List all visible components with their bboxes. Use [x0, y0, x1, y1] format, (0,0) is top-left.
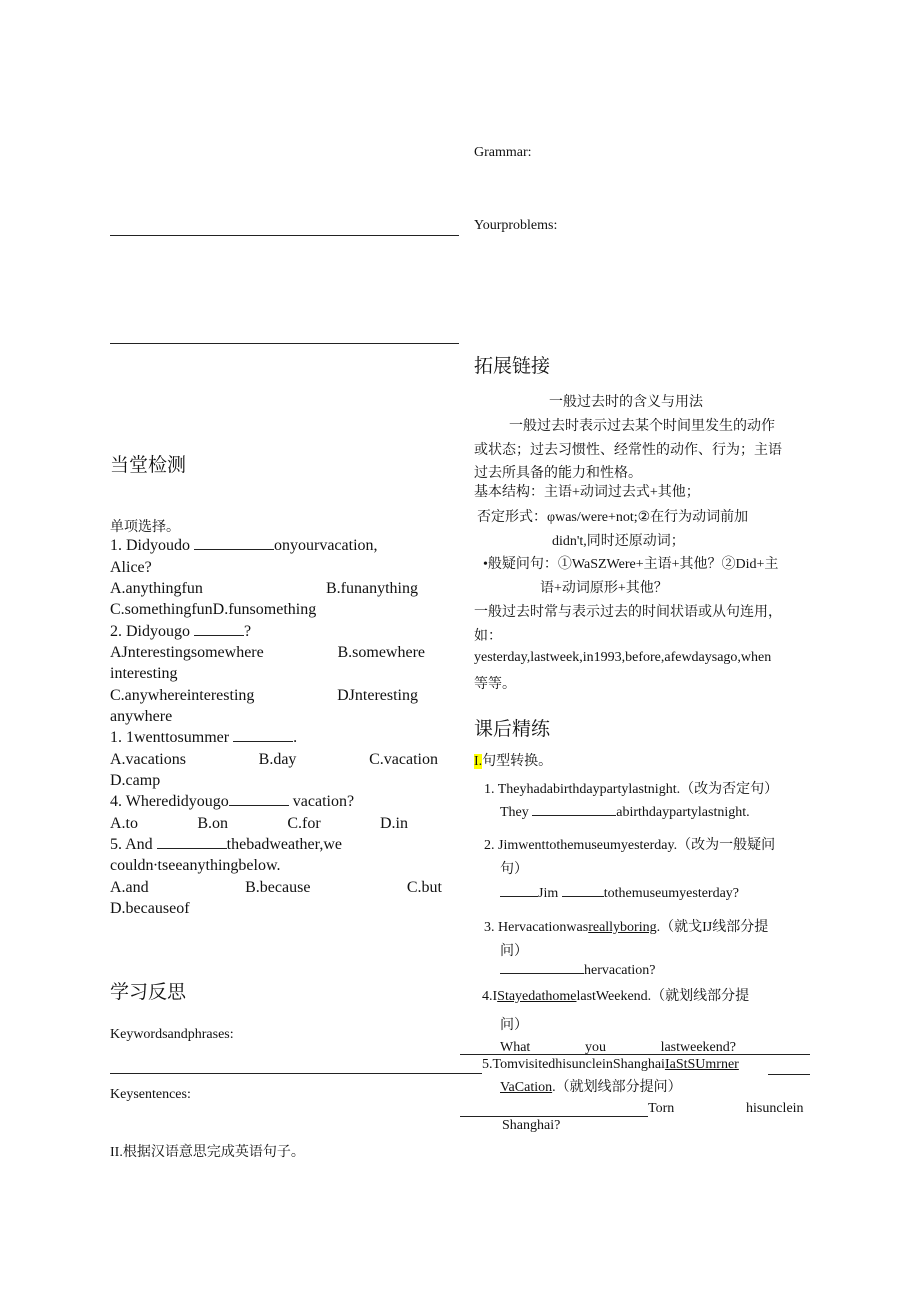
expand-usage-2: 如：	[474, 629, 502, 644]
check-q4: 4. Wheredidyougo vacation?	[110, 793, 355, 810]
hw-q4-line	[460, 1054, 810, 1055]
answer-line-1	[110, 235, 459, 236]
section-ii-title: II.根据汉语意思完成英语句子。	[110, 1145, 305, 1160]
check-q2-option-d-cont: anywhere	[110, 708, 173, 725]
your-problems-label: Yourproblems:	[474, 218, 558, 233]
hw-q3-cont: 问）	[500, 944, 528, 959]
expand-subtitle: 一般过去时的含义与用法	[549, 393, 703, 409]
expand-question-1: •般疑问句：①WaSZWere+主语+其他？②Did+主	[483, 557, 779, 572]
hw-q1: 1. Theyhadabirthdaypartylastnight.（改为否定句）	[484, 782, 779, 797]
check-q1-cont: Alice?	[110, 559, 152, 576]
blank	[233, 729, 293, 742]
check-heading: 当堂检测	[110, 455, 187, 476]
hw-q5-rule	[768, 1074, 810, 1075]
expand-structure: 基本结构：主语+动词过去式+其他；	[474, 485, 700, 500]
section-number: I.	[474, 754, 483, 769]
hw-q4-answer: What you lastweekend?	[500, 1040, 736, 1055]
blank	[229, 793, 289, 806]
hw-q5-line	[460, 1116, 648, 1117]
check-q2: 2. Didyougo ?	[110, 623, 252, 640]
check-q3-option-d: D.camp	[110, 772, 161, 789]
blank	[500, 884, 538, 897]
expand-p1: 一般过去时表示过去某个时间里发生的动作	[509, 419, 775, 434]
hw-q4: 4.IStayedathomelastWeekend.（就划线部分提	[482, 989, 750, 1004]
keywords-line	[110, 1073, 482, 1074]
answer-line-2	[110, 343, 459, 344]
keysentences-label: Keysentences:	[110, 1087, 191, 1102]
blank	[194, 537, 274, 550]
hw-q2-answer: Jim tothemuseumyesterday?	[500, 884, 739, 902]
check-q2-option-b-cont: interesting	[110, 665, 178, 682]
hw-q2: 2. Jimwenttothemuseumyesterday.（改为一般疑问	[484, 838, 776, 853]
expand-usage-1: 一般过去时常与表示过去的时间状语或从句连用，	[474, 605, 782, 620]
check-q1: 1. Didyoudo onyourvacation,	[110, 537, 378, 554]
expand-usage-3: yesterday,lastweek,in1993,before,afewdaysago,when	[474, 650, 772, 665]
hw-q3: 3. Hervacationwasreallyboring.（就戈IJ线部分提	[484, 920, 769, 935]
grammar-label: Grammar:	[474, 145, 532, 160]
hw-q2-cont: 句）	[500, 862, 528, 877]
expand-usage-4: 等等。	[474, 677, 516, 692]
homework-heading: 课后精练	[474, 719, 551, 740]
check-q5-options: A.and B.because C.but	[110, 879, 442, 896]
expand-p3: 过去所具备的能力和性格。	[474, 466, 642, 481]
hw-q5-answer-c: Shanghai?	[502, 1118, 561, 1133]
hw-q1-answer: They abirthdaypartylastnight.	[500, 805, 750, 820]
check-q1-options-ab: A.anythingfun B.funanything	[110, 580, 418, 597]
hw-q3-answer: hervacation?	[500, 961, 656, 979]
keywords-label: Keywordsandphrases:	[110, 1027, 234, 1042]
blank	[500, 961, 584, 974]
expand-heading: 拓展链接	[474, 356, 551, 377]
expand-negative-1: 否定形式：φwas/were+not;②在行为动词前加	[477, 510, 749, 525]
check-section-title: 单项选择。	[110, 520, 180, 535]
check-q2-options-ab: AJnterestingsomewhere B.somewhere	[110, 644, 425, 661]
homework-section-title: I.句型转换。	[474, 754, 553, 769]
hw-q5: 5.TomvisitedhisuncleinShanghaiIaStSUmrner	[482, 1057, 739, 1072]
hw-q5-cont: VaCation.（就划线部分提问）	[500, 1080, 682, 1095]
check-q2-options-cd: C.anywhereinteresting DJnteresting	[110, 687, 418, 704]
check-q5-option-d: D.becauseof	[110, 900, 190, 917]
expand-p2: 或状态；过去习惯性、经常性的动作、行为；主语	[474, 443, 782, 458]
reflect-heading: 学习反思	[110, 982, 187, 1003]
check-q3: 1. 1wenttosummer .	[110, 729, 298, 746]
hw-q4-cont: 问）	[500, 1018, 528, 1033]
hw-q5-answer-b: hisunclein	[746, 1101, 804, 1116]
expand-question-2: 语+动词原形+其他？	[540, 581, 668, 596]
expand-negative-2: didn't,同时还原动词；	[552, 534, 685, 549]
blank	[194, 623, 244, 636]
check-q5-cont: couldn∙tseeanythingbelow.	[110, 857, 281, 874]
check-q1-options-cd: C.somethingfunD.funsomething	[110, 601, 317, 618]
hw-q5-answer-a: Torn	[648, 1101, 675, 1116]
blank	[157, 836, 227, 849]
blank	[532, 803, 616, 816]
check-q5: 5. And thebadweather,we	[110, 836, 342, 853]
check-q4-options: A.to B.on C.for D.in	[110, 815, 408, 832]
check-q3-options: A.vacations B.day C.vacation	[110, 751, 438, 768]
blank	[562, 884, 604, 897]
